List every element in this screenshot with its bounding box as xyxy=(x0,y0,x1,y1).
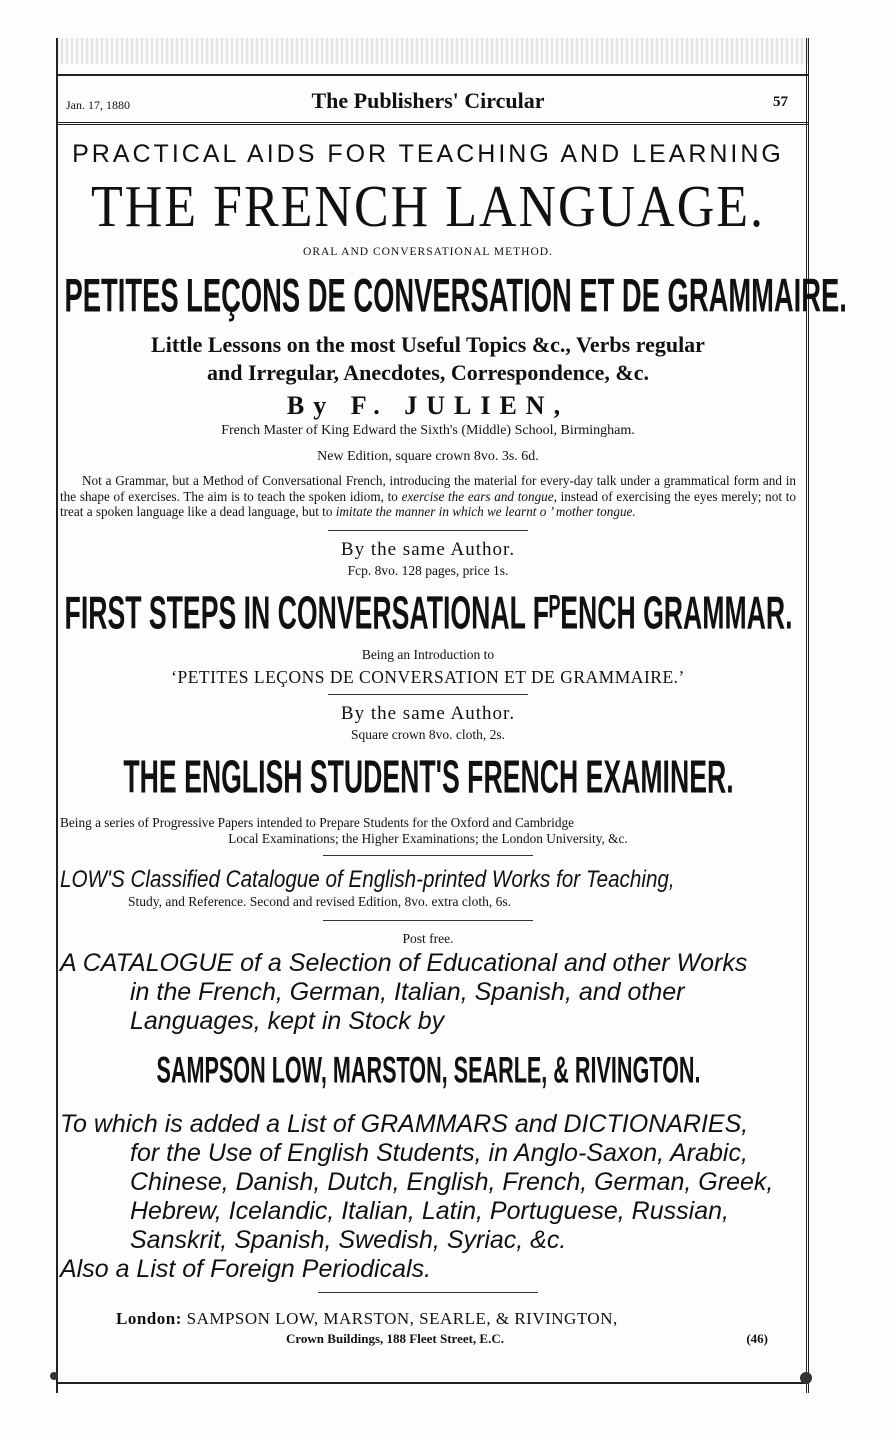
ad3-price: Square crown 8vo. cloth, 2s. xyxy=(350,726,506,742)
grammars-line1: To which is added a List of GRAMMARS and DICTIONARIES, xyxy=(60,1109,749,1138)
description-text-2: instead of exercising the eyes merely; not to treat a spoken language like a dead language, but to xyxy=(60,488,796,519)
ad5-publisher: SAMPSON LOW, MARSTON, SEARLE, & RIVINGTON. xyxy=(156,1049,701,1091)
ink-blot xyxy=(800,1372,812,1384)
description-text-1: Not a Grammar, but a Method of Conversational French, introducing the material for every-day talk under a grammatical form and in the shape of exercises. The aim is to teach the spoken idiom, to xyxy=(60,473,796,504)
little-lessons-line2: and Irregular, Anecdotes, Correspondence, &c. xyxy=(206,360,650,385)
ad5-catalogue xyxy=(60,949,792,1036)
ad-french-language-heading: THE FRENCH LANGUAGE. xyxy=(90,174,766,240)
ad-method-line: ORAL AND CONVERSATIONAL METHOD. xyxy=(303,246,553,258)
ad3-description xyxy=(60,815,796,847)
separator xyxy=(323,920,533,921)
ad5-grammars-list xyxy=(60,1110,792,1284)
footer-address: Crown Buildings, 188 Fleet Street, E.C. xyxy=(286,1330,504,1346)
header-date: Jan. 17, 1880 xyxy=(66,98,130,112)
grammars-line6: Also a List of Foreign Periodicals. xyxy=(60,1254,432,1283)
grammars-line5: Sanskrit, Spanish, Swedish, Syriac, &c. xyxy=(130,1225,567,1254)
ad-practical-heading: PRACTICAL AIDS FOR TEACHING AND LEARNING xyxy=(72,140,784,168)
separator xyxy=(328,694,528,695)
catalogue-line1: A CATALOGUE of a Selection of Educational and other Works xyxy=(60,948,748,977)
ad-description xyxy=(60,473,796,520)
ad-author-description: French Master of King Edward the Sixth's (Middle) School, Birmingham. xyxy=(221,423,635,438)
ad-byline: By F. JULIEN, xyxy=(286,391,570,420)
footer-publisher: SAMPSON LOW, MARSTON, SEARLE, & RIVINGTON, xyxy=(186,1308,618,1328)
catalogue-line3: Languages, kept in Stock by xyxy=(130,1006,445,1035)
header-top-rule xyxy=(56,74,808,76)
footer-london-label: London: xyxy=(116,1308,182,1328)
advertisement-content xyxy=(60,140,847,1349)
footer-address-line xyxy=(64,1331,792,1349)
header-title: The Publishers' Circular xyxy=(311,88,545,113)
page-header xyxy=(64,88,792,118)
ad2-quote: ‘PETITES LEÇONS DE CONVERSATION ET DE GRAMMAIRE.’ xyxy=(171,666,685,687)
ad3-title: THE ENGLISH STUDENT'S FRENCH EXAMINER. xyxy=(123,750,734,802)
ad2-same-author: By the same Author. xyxy=(340,538,516,560)
ad4-sub: Study, and Reference. Second and revised Edition, 8vo. extra cloth, 6s. xyxy=(128,893,512,909)
ad4-title: LOW'S Classified Catalogue of English-printed Works for Teaching, xyxy=(60,865,675,893)
ad3-same-author: By the same Author. xyxy=(340,702,516,724)
grammars-line3: Chinese, Danish, Dutch, English, French, German, Greek, xyxy=(130,1167,774,1196)
description-em-1: exercise the ears and tongue, xyxy=(401,488,557,504)
ink-blot xyxy=(50,1372,58,1380)
ad2-intro: Being an Introduction to xyxy=(361,646,495,662)
page-border-left xyxy=(56,38,58,1393)
grammars-line4: Hebrew, Icelandic, Italian, Latin, Portuguese, Russian, xyxy=(130,1196,729,1225)
ad-little-lessons xyxy=(64,331,792,387)
description-em-2: imitate the manner in which we learnt o ’ mother tongue. xyxy=(335,504,636,519)
footer-rule xyxy=(56,1382,808,1384)
grammars-line2: for the Use of English Students, in Anglo-Saxon, Arabic, xyxy=(130,1138,748,1167)
header-bottom-rule xyxy=(56,122,808,125)
page-border-right xyxy=(806,38,809,1393)
catalogue-line2: in the French, German, Italian, Spanish, and other xyxy=(130,977,685,1006)
ad2-price: Fcp. 8vo. 128 pages, price 1s. xyxy=(347,562,509,578)
ad3-desc-line2: Local Examinations; the Higher Examinations; the London University, &c. xyxy=(228,830,628,846)
ad3-desc-line1: Being a series of Progressive Papers intended to Prepare Students for the Oxford and Cambridge xyxy=(60,814,575,830)
ad2-title: FIRST STEPS IN CONVERSATIONAL FᴾENCH GRAMMAR. xyxy=(64,586,793,638)
footer-london xyxy=(116,1309,792,1329)
separator xyxy=(328,530,528,531)
separator xyxy=(318,1292,538,1293)
ad5-postfree: Post free. xyxy=(402,930,454,946)
footer-ad-number: (46) xyxy=(746,1330,768,1346)
page-number: 57 xyxy=(773,94,788,110)
ad-edition: New Edition, square crown 8vo. 3s. 6d. xyxy=(317,449,539,464)
little-lessons-line1: Little Lessons on the most Useful Topics &c., Verbs regular xyxy=(151,332,705,357)
ad-petites-lecons-title: PETITES LEÇONS DE CONVERSATION ET DE GRAMMAIRE. xyxy=(64,270,847,323)
separator xyxy=(323,855,533,856)
page-top-band xyxy=(56,38,808,64)
